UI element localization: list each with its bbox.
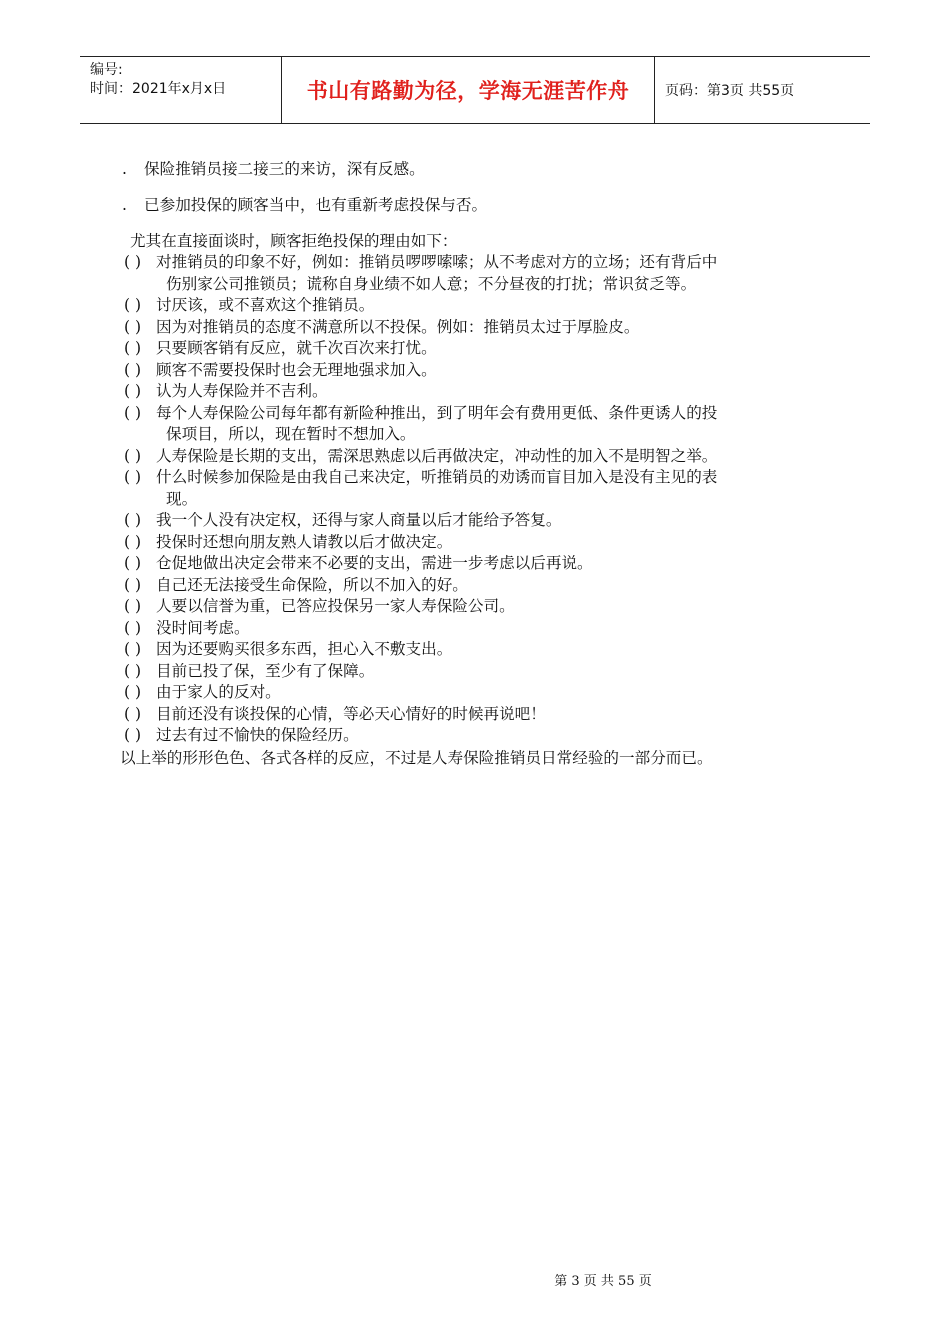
bullet-text: 已参加投保的顾客当中，也有重新考虑投保与否。: [144, 196, 488, 214]
reason-list: [120, 252, 860, 747]
reason-text: 讨厌该，或不喜欢这个推销员。: [156, 296, 375, 314]
bullet-mark: .: [122, 160, 127, 178]
bullet-text: 保险推销员接二接三的来访，深有反感。: [144, 160, 425, 178]
header-page-info: 页码：第3页 共55页: [665, 83, 795, 99]
page-footer: 第 3 页 共 55 页: [554, 1274, 652, 1289]
header-motto: 书山有路勤为径，学海无涯苦作舟: [306, 79, 630, 103]
reason-mark: ( ): [124, 661, 142, 680]
reason-text: 投保时还想向朋友熟人请教以后才做决定。: [156, 532, 453, 551]
reason-mark: ( ): [124, 317, 142, 336]
reason-text: 人要以信誉为重，已答应投保另一家人寿保险公司。: [156, 597, 515, 615]
bullet-list: [120, 158, 860, 216]
reason-item: [120, 295, 860, 317]
reason-mark: ( ): [124, 683, 142, 701]
page-header: [80, 56, 870, 124]
reason-text: 因为还要购买很多东西，担心入不敷支出。: [156, 640, 453, 658]
bullet-mark: .: [122, 196, 127, 214]
reason-item: [120, 381, 860, 403]
serial-label: 编号:: [90, 62, 123, 78]
reason-item: [120, 317, 860, 339]
reason-item: [120, 661, 860, 683]
reason-mark: ( ): [124, 403, 142, 422]
reason-text: 自己还无法接受生命保险，所以不加入的好。: [156, 575, 468, 594]
reason-mark: ( ): [124, 618, 142, 637]
reason-text: 由于家人的反对。: [156, 683, 281, 701]
reason-mark: ( ): [124, 640, 142, 658]
reason-text: 目前已投了保，至少有了保障。: [156, 661, 375, 680]
reason-text: 认为人寿保险并不吉利。: [156, 382, 328, 400]
reason-text: 每个人寿保险公司每年都有新险种推出，到了明年会有费用更低、条件更诱人的投: [156, 403, 718, 422]
bullet-item: [120, 194, 860, 216]
reason-item: [120, 682, 860, 704]
reason-item: [120, 510, 860, 532]
reason-text: 过去有过不愉快的保险经历。: [156, 726, 359, 744]
reason-text: 人寿保险是长期的支出，需深思熟虑以后再做决定，冲动性的加入不是明智之举。: [156, 446, 718, 465]
header-motto-cell: [281, 57, 655, 123]
reason-item: [120, 553, 860, 575]
reason-item: [120, 360, 860, 382]
reason-item: [120, 446, 860, 468]
reason-item: [120, 532, 860, 554]
reason-item: [120, 618, 860, 640]
reason-item: [120, 704, 860, 726]
reason-mark: ( ): [124, 339, 142, 357]
reason-mark: ( ): [124, 253, 142, 271]
reason-text: 什么时候参加保险是由我自己来决定，听推销员的劝诱而盲目加入是没有主见的表: [156, 468, 718, 486]
reason-text: 仓促地做出决定会带来不必要的支出，需进一步考虑以后再说。: [156, 554, 593, 572]
closing-text: 以上举的形形色色、各式各样的反应，不过是人寿保险推销员日常经验的一部分而已。: [120, 748, 713, 767]
reason-item: [120, 575, 860, 597]
reason-mark: ( ): [124, 296, 142, 314]
reason-item: [120, 639, 860, 661]
reason-text: 因为对推销员的态度不满意所以不投保。例如：推销员太过于厚脸皮。: [156, 317, 640, 336]
reason-text: 现。: [166, 489, 198, 508]
reason-mark: ( ): [124, 726, 142, 744]
reason-item: [120, 252, 860, 295]
reason-mark: ( ): [124, 446, 142, 465]
reason-item: [120, 338, 860, 360]
reason-text: 顾客不需要投保时也会无理地强求加入。: [156, 360, 437, 379]
reason-text: 对推销员的印象不好，例如：推销员啰啰嗦嗦；从不考虑对方的立场；还有背后中: [156, 253, 718, 271]
reason-mark: ( ): [124, 704, 142, 723]
reason-text: 只要顾客销有反应，就千次百次来打忧。: [156, 339, 437, 357]
reason-text: 没时间考虑。: [156, 618, 250, 637]
reason-item: [120, 403, 860, 446]
reason-text: 我一个人没有决定权，还得与家人商量以后才能给予答复。: [156, 511, 562, 529]
bullet-item: [120, 158, 860, 180]
reason-mark: ( ): [124, 597, 142, 615]
document-body: [120, 158, 860, 769]
intro-text: 尤其在直接面谈时，顾客拒绝投保的理由如下：: [130, 232, 458, 250]
reason-text: 伤别家公司推锁员；谎称自身业绩不如人意；不分昼夜的打扰；常识贫乏等。: [166, 274, 697, 293]
reason-mark: ( ): [124, 382, 142, 400]
reason-text: 目前还没有谈投保的心情，等必天心情好的时候再说吧！: [156, 704, 546, 723]
reason-item: [120, 725, 860, 747]
reason-mark: ( ): [124, 575, 142, 594]
reason-mark: ( ): [124, 511, 142, 529]
reason-item: [120, 467, 860, 510]
header-meta: [80, 57, 281, 123]
reason-mark: ( ): [124, 532, 142, 551]
reason-mark: ( ): [124, 468, 142, 486]
reason-text: 保项目，所以，现在暂时不想加入。: [166, 425, 416, 443]
reason-item: [120, 596, 860, 618]
reason-mark: ( ): [124, 554, 142, 572]
reason-mark: ( ): [124, 360, 142, 379]
time-label: 时间：2021年x月x日: [90, 81, 227, 97]
